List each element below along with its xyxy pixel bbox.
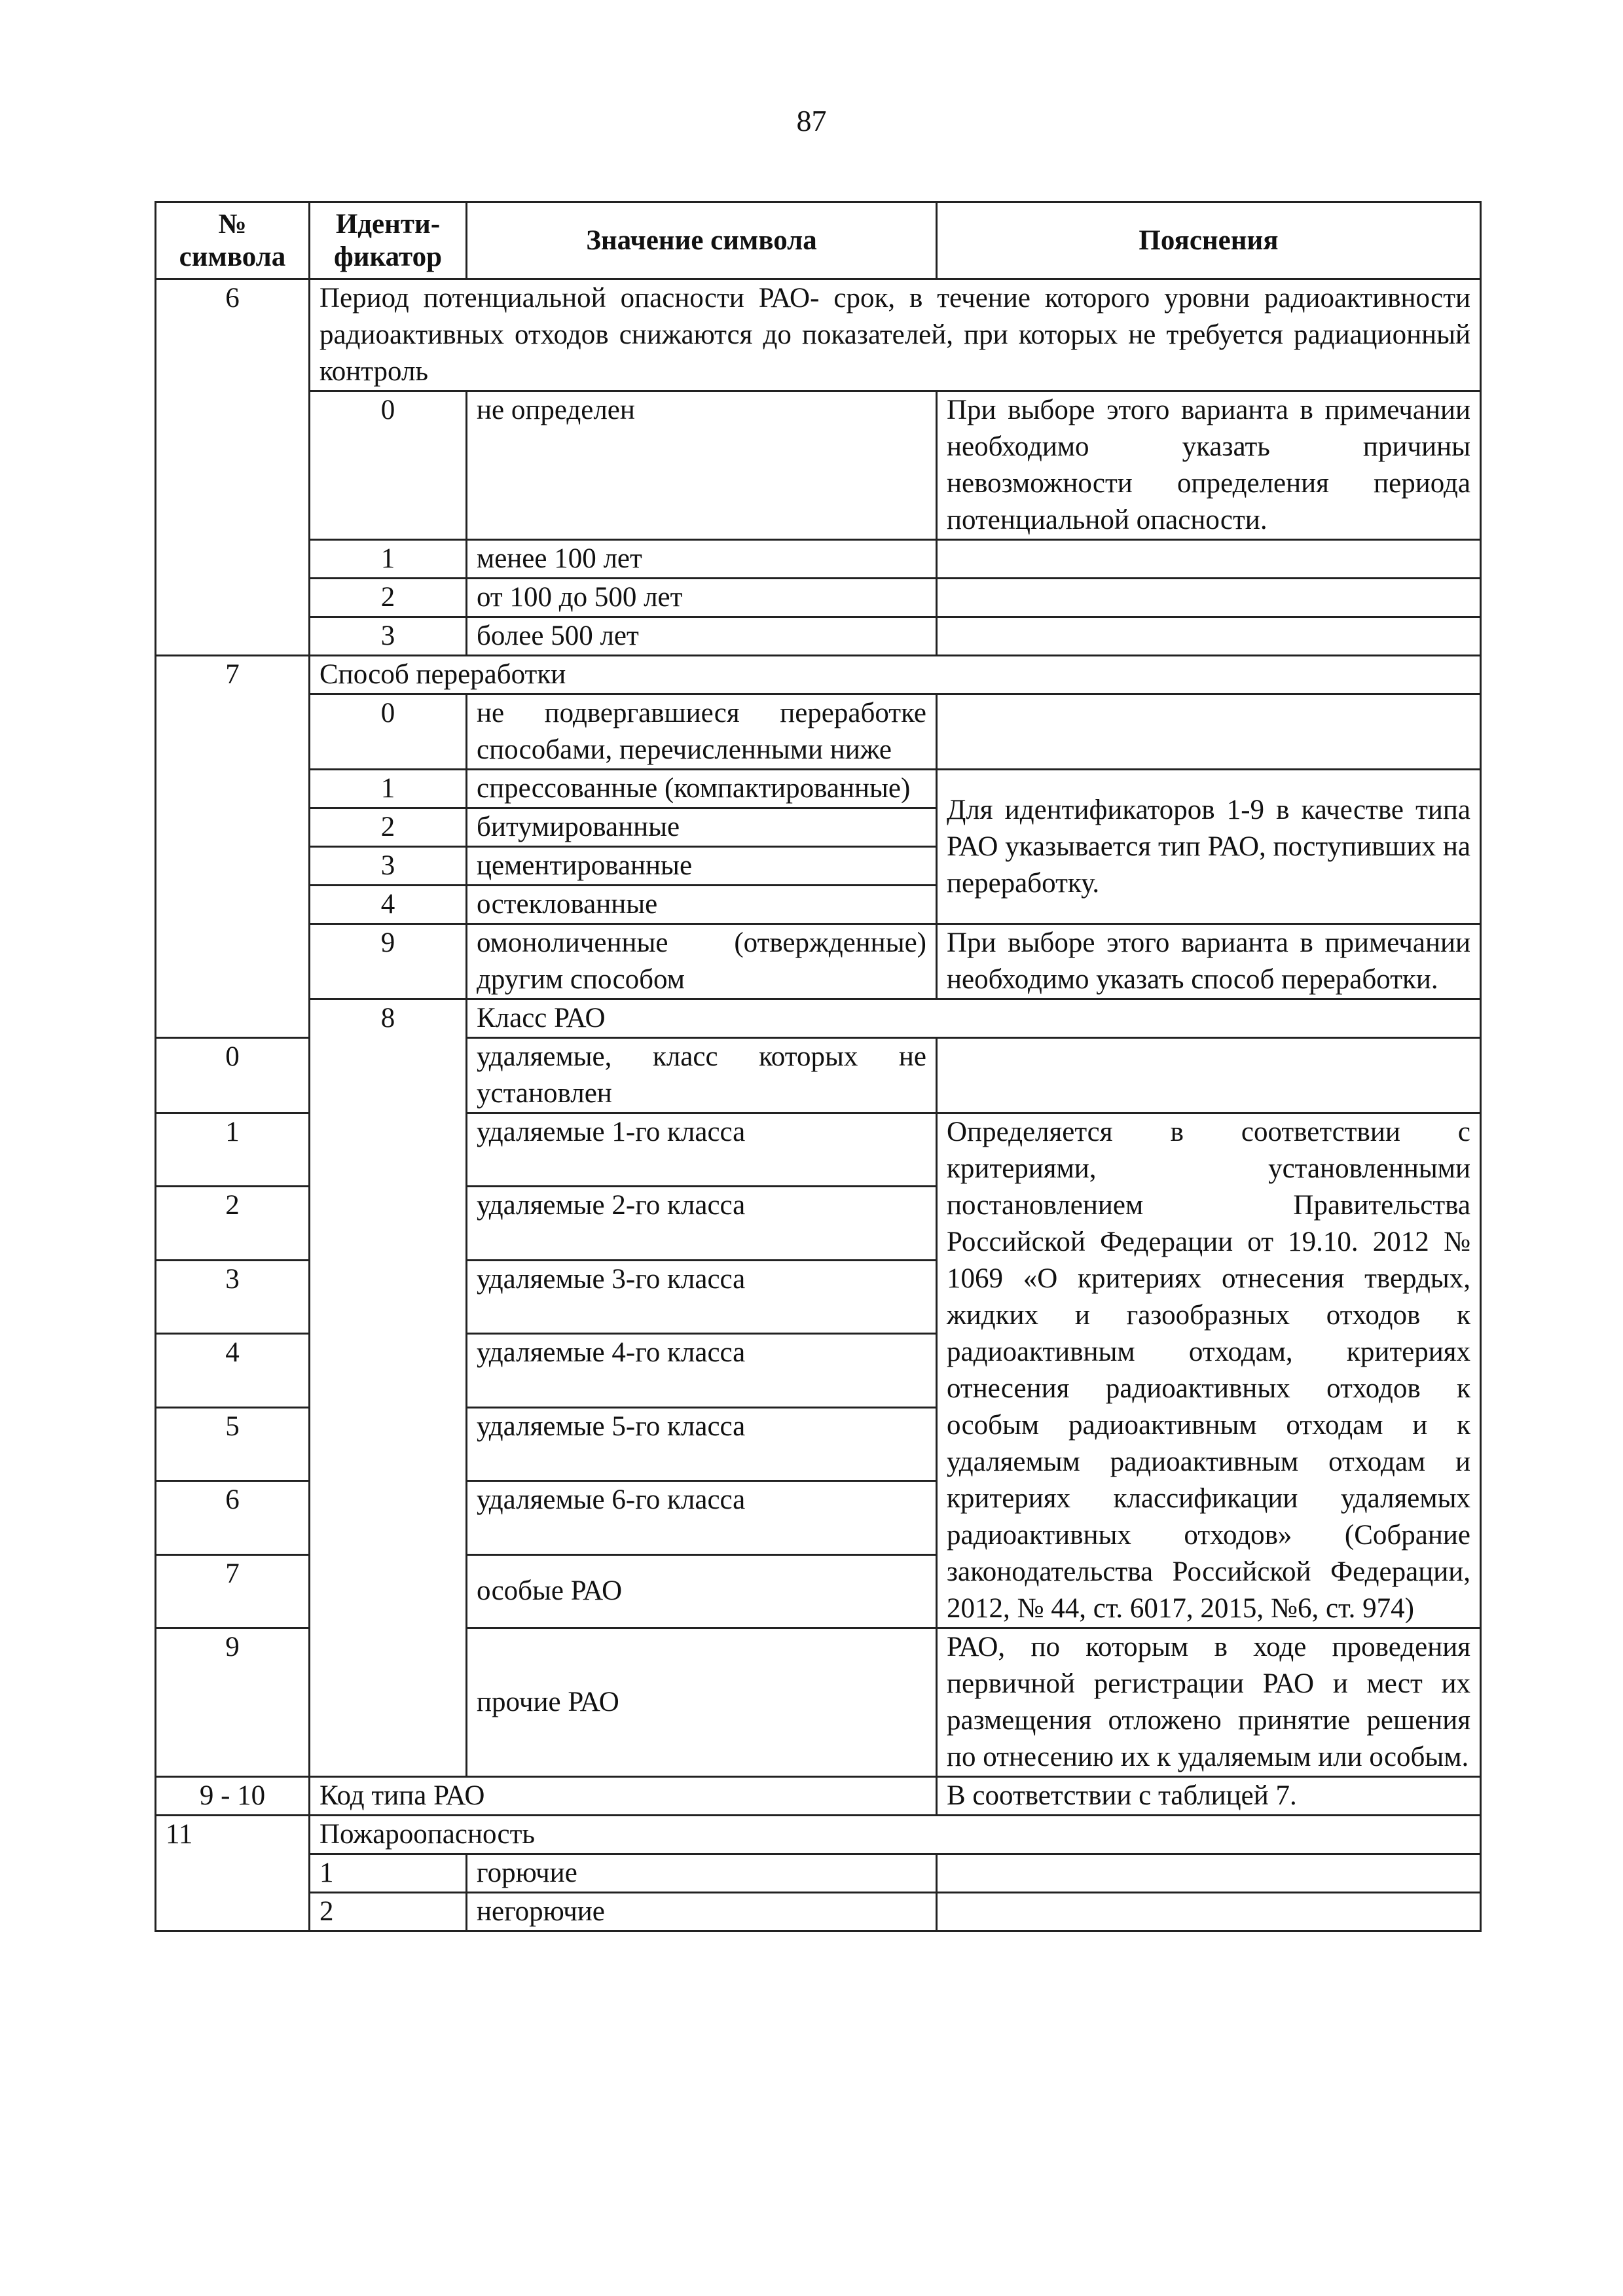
symbol-no-11: 11 — [156, 1816, 310, 1931]
identifier-cell: 3 — [156, 1260, 310, 1333]
identifier-cell: 9 — [310, 924, 467, 999]
identifier-cell: 1 — [310, 1854, 467, 1893]
value-cell: менее 100 лет — [467, 540, 937, 579]
header-row — [156, 202, 1481, 279]
header-identifier: Иденти-фикатор — [310, 202, 467, 279]
note-cell: При выборе этого варианта в примечании необходимо указать причины невозможности определения периода потенциальной опасности. — [937, 391, 1481, 540]
identifier-cell: 3 — [310, 847, 467, 886]
section-9-10-title: Код типа РАО — [310, 1777, 937, 1816]
value-cell: омоноличенные (отвержденные) другим способом — [467, 924, 937, 999]
identifier-cell: 5 — [156, 1407, 310, 1480]
value-cell: не подвергавшиеся переработке способами, перечисленными ниже — [467, 694, 937, 770]
value-cell: спрессованные (компактированные) — [467, 770, 937, 808]
value-cell: горючие — [467, 1854, 937, 1893]
identifier-cell: 9 — [156, 1628, 310, 1777]
table-row — [156, 579, 1481, 617]
note-cell: РАО, по которым в ходе проведения первичной регистрации РАО и мест их размещения отложено принятие решения по отнесению их к удаляемым или особым. — [937, 1628, 1481, 1777]
value-cell: особые РАО — [467, 1554, 937, 1628]
section-7-title-row — [156, 656, 1481, 694]
section-8-title-row — [156, 999, 1481, 1038]
note-cell: Для идентификаторов 1-9 в качестве типа РАО указывается тип РАО, поступивших на переработку. — [937, 770, 1481, 924]
table-row — [156, 391, 1481, 540]
identifier-cell: 6 — [156, 1481, 310, 1554]
note-cell — [937, 1893, 1481, 1931]
section-6-title-row — [156, 279, 1481, 391]
symbol-no-7: 7 — [156, 656, 310, 1038]
identifier-cell: 1 — [310, 540, 467, 579]
identifier-cell: 2 — [310, 579, 467, 617]
identifier-cell: 7 — [156, 1554, 310, 1628]
section-9-10-row — [156, 1777, 1481, 1816]
note-cell — [937, 617, 1481, 656]
value-cell: цементированные — [467, 847, 937, 886]
note-cell — [937, 1038, 1481, 1113]
identifier-cell: 2 — [156, 1187, 310, 1260]
value-cell: удаляемые 5-го класса — [467, 1407, 937, 1480]
header-symbol-value: Значение символа — [467, 202, 937, 279]
section-6-title: Период потенциальной опасности РАО- срок, в течение которого уровни радиоактивности радиоактивных отходов снижаются до показателей, при которых не требуется радиационный контроль — [310, 279, 1481, 391]
page-number: 87 — [796, 104, 827, 137]
value-cell: остеклованные — [467, 886, 937, 924]
symbol-no-6: 6 — [156, 279, 310, 656]
table-row — [156, 770, 1481, 808]
value-cell: более 500 лет — [467, 617, 937, 656]
identifier-cell: 1 — [310, 770, 467, 808]
value-cell: удаляемые, класс которых не установлен — [467, 1038, 937, 1113]
value-cell: прочие РАО — [467, 1628, 937, 1777]
value-cell: не определен — [467, 391, 937, 540]
table-row — [156, 1854, 1481, 1893]
value-cell: удаляемые 4-го класса — [467, 1334, 937, 1407]
note-cell: В соответствии с таблицей 7. — [937, 1777, 1481, 1816]
symbol-no-9-10: 9 - 10 — [156, 1777, 310, 1816]
note-cell — [937, 579, 1481, 617]
header-symbol-no: № символа — [156, 202, 310, 279]
section-11-title-row — [156, 1816, 1481, 1854]
identifier-cell: 4 — [156, 1334, 310, 1407]
identifier-cell: 0 — [156, 1038, 310, 1113]
identifier-cell: 1 — [156, 1113, 310, 1187]
identifier-cell: 2 — [310, 1893, 467, 1931]
note-cell: Определяется в соответствии с критериями, установленными постановлением Правительства Российской Федерации от 19.10. 2012 № 1069 «О критериях отнесения твердых, жидких и газообразных отходов к радиоактивным отходам, критериях отнесения радиоактивных отходов к особым радиоактивным отходам и к удаляемым радиоактивным отходам и критериях классификации удаляемых радиоактивных отходов» (Собрание законодательства Российской Федерации, 2012, № 44, ст. 6017, 2015, №6, ст. 974) — [937, 1113, 1481, 1628]
note-cell: При выборе этого варианта в примечании необходимо указать способ переработки. — [937, 924, 1481, 999]
section-11-title: Пожароопасность — [310, 1816, 1481, 1854]
table-row — [156, 617, 1481, 656]
value-cell: негорючие — [467, 1893, 937, 1931]
value-cell: удаляемые 1-го класса — [467, 1113, 937, 1187]
symbol-no-8: 8 — [310, 999, 467, 1777]
value-cell: от 100 до 500 лет — [467, 579, 937, 617]
identifier-cell: 2 — [310, 808, 467, 847]
value-cell: удаляемые 2-го класса — [467, 1187, 937, 1260]
codes-table — [155, 201, 1482, 1932]
table-row — [156, 924, 1481, 999]
identifier-cell: 0 — [310, 694, 467, 770]
identifier-cell: 0 — [310, 391, 467, 540]
value-cell: удаляемые 3-го класса — [467, 1260, 937, 1333]
table-row — [156, 694, 1481, 770]
identifier-cell: 3 — [310, 617, 467, 656]
value-cell: битумированные — [467, 808, 937, 847]
section-8-title: Класс РАО — [467, 999, 1481, 1038]
identifier-cell: 4 — [310, 886, 467, 924]
table-row — [156, 1893, 1481, 1931]
section-7-title: Способ переработки — [310, 656, 1481, 694]
note-cell — [937, 1854, 1481, 1893]
value-cell: удаляемые 6-го класса — [467, 1481, 937, 1554]
note-cell — [937, 540, 1481, 579]
table-row — [156, 540, 1481, 579]
note-cell — [937, 694, 1481, 770]
header-explanations: Пояснения — [937, 202, 1481, 279]
